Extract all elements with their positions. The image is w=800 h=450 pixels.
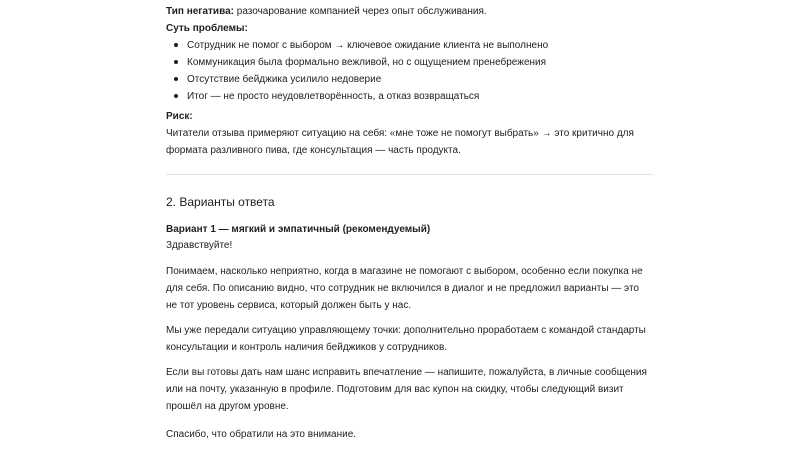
list-item bbox=[166, 37, 656, 54]
reply-paragraph-line: не тот уровень сервиса, который должен быть у нас. bbox=[166, 300, 412, 311]
problem-list bbox=[166, 37, 656, 105]
reply-paragraph-line: консультации и контроль наличия бейджиков у сотрудников. bbox=[166, 342, 448, 353]
list-item-text: Отсутствие бейджика усилило недоверие bbox=[187, 74, 382, 85]
bullet-icon bbox=[174, 77, 178, 81]
problem-essence-label: Суть проблемы: bbox=[166, 23, 248, 34]
section-heading: 2. Варианты ответа bbox=[166, 195, 275, 209]
section-divider bbox=[166, 174, 653, 175]
list-item bbox=[166, 88, 656, 105]
negative-type-line bbox=[166, 3, 487, 20]
list-item bbox=[166, 71, 656, 88]
negative-type-text: разочарование компанией через опыт обслуживания. bbox=[233, 6, 487, 17]
reply-closing: Спасибо, что обратили на это внимание. bbox=[166, 429, 357, 440]
reply-paragraph-line: прошёл на другом уровне. bbox=[166, 401, 289, 412]
list-item-text: Сотрудник не помог с выбором → ключевое ожидание клиента не выполнено bbox=[187, 40, 549, 51]
bullet-icon bbox=[174, 43, 178, 47]
list-item-text: Итог — не просто неудовлетворённость, а отказ возвращаться bbox=[187, 91, 480, 102]
risk-label: Риск: bbox=[166, 111, 193, 122]
reply-greeting: Здравствуйте! bbox=[166, 240, 233, 251]
reply-paragraph bbox=[166, 263, 643, 314]
variant-title: Вариант 1 — мягкий и эмпатичный (рекомендуемый) bbox=[166, 224, 431, 235]
reply-paragraph-line: или на почту, указанную в профиле. Подготовим для вас купон на скидку, чтобы следующий визит bbox=[166, 384, 624, 395]
negative-type-label: Тип негатива: bbox=[166, 6, 234, 17]
reply-paragraph bbox=[166, 364, 647, 415]
reply-paragraph bbox=[166, 322, 646, 356]
risk-text-line: формата разливного пива, где консультация — часть продукта. bbox=[166, 145, 461, 156]
reply-paragraph-line: для себя. По описанию видно, что сотрудник не включился в диалог и не предложил варианты — это bbox=[166, 283, 639, 294]
list-item bbox=[166, 54, 656, 71]
bullet-icon bbox=[174, 60, 178, 64]
reply-paragraph-line: Понимаем, насколько неприятно, когда в магазине не помогают с выбором, особенно если покупка не bbox=[166, 266, 643, 277]
reply-paragraph-line: Мы уже передали ситуацию управляющему точки: дополнительно проработаем с командой стандарты bbox=[166, 325, 646, 336]
list-item-text: Коммуникация была формально вежливой, но с ощущением пренебрежения bbox=[187, 57, 547, 68]
risk-text bbox=[166, 125, 656, 159]
bullet-icon bbox=[174, 94, 178, 98]
reply-paragraph-line: Если вы готовы дать нам шанс исправить впечатление — напишите, пожалуйста, в личные сообщения bbox=[166, 367, 647, 378]
risk-text-line: Читатели отзыва примеряют ситуацию на себя: «мне тоже не помогут выбрать» → это критично для bbox=[166, 128, 634, 139]
